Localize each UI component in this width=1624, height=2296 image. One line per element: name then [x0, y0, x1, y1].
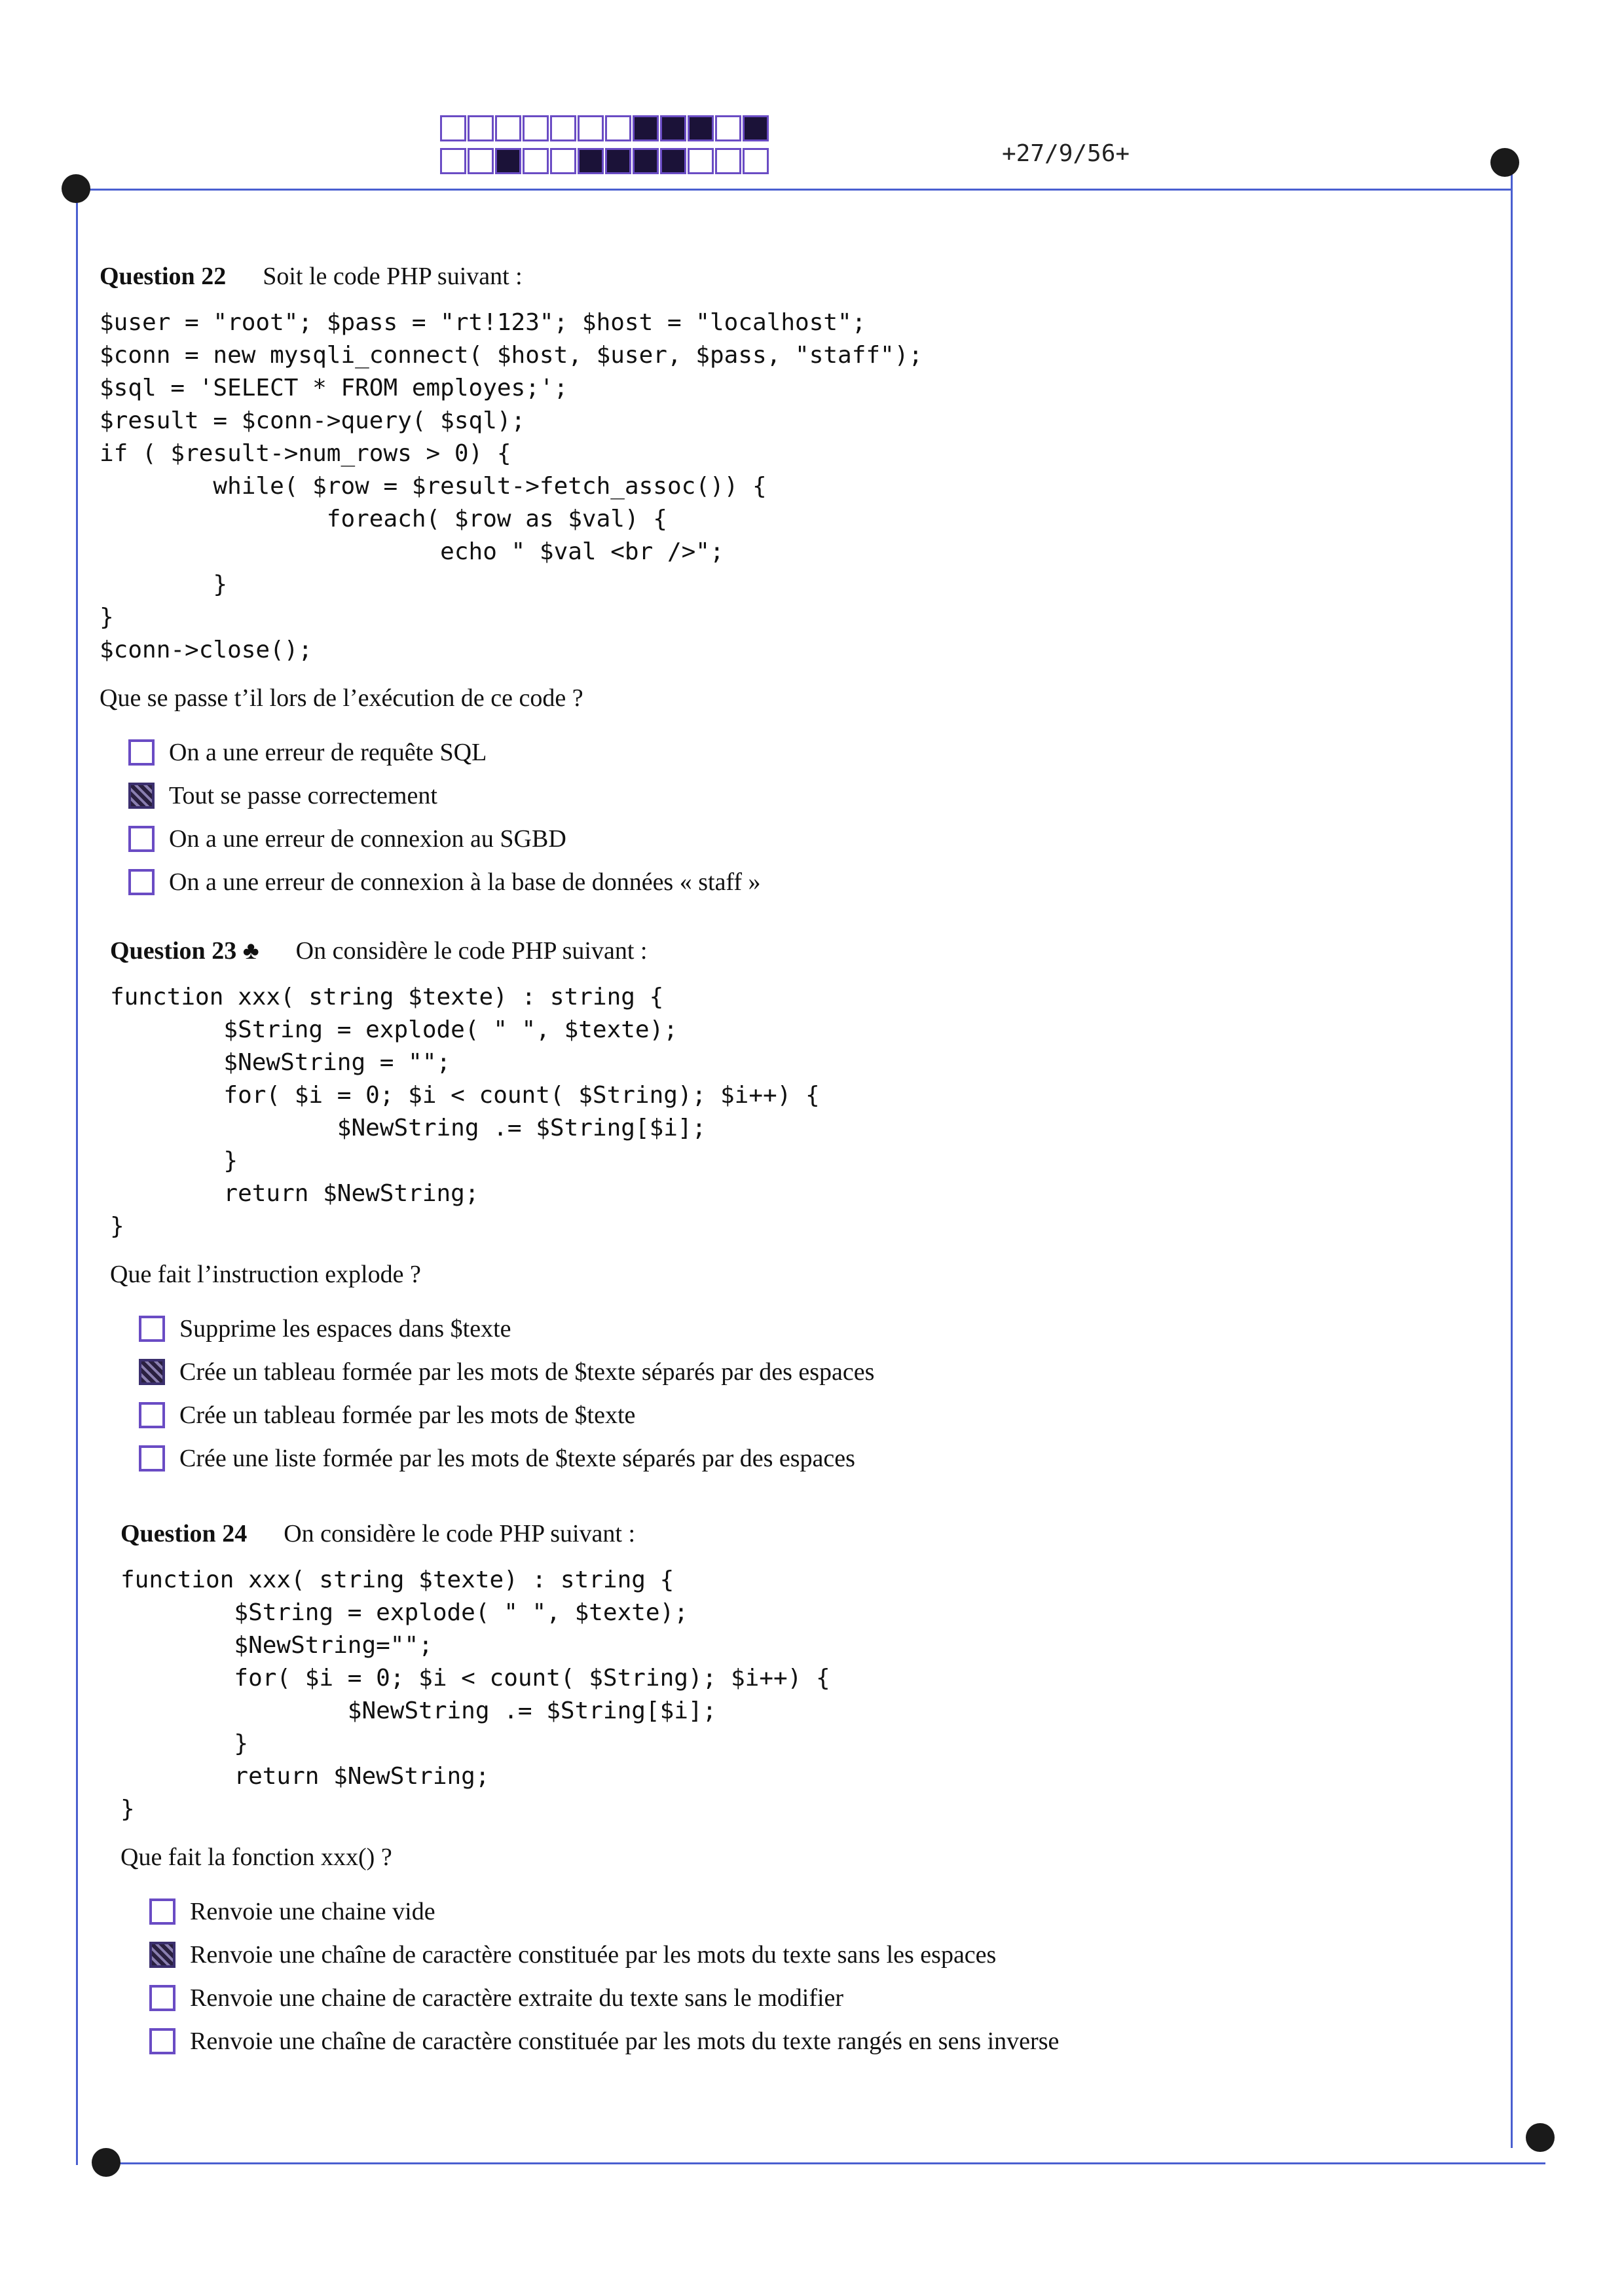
registration-mark-bottom-right — [1526, 2123, 1555, 2152]
id-box — [688, 115, 714, 141]
club-icon: ♣ — [242, 937, 259, 965]
checkbox[interactable] — [128, 826, 155, 852]
answer-choice[interactable] — [149, 1933, 1059, 1976]
id-box — [743, 115, 769, 141]
choice-label: Crée un tableau formée par les mots de $texte séparés par des espaces — [179, 1358, 875, 1386]
question-24 — [120, 1519, 1059, 2063]
answer-choice[interactable] — [139, 1437, 874, 1480]
page-code: +27/9/56+ — [1002, 140, 1130, 167]
id-box — [468, 148, 494, 174]
answer-choice[interactable] — [139, 1350, 874, 1394]
answer-choice[interactable] — [128, 774, 923, 817]
choice-label: Tout se passe correctement — [169, 782, 437, 809]
checkbox[interactable] — [128, 783, 155, 809]
id-box — [523, 115, 549, 141]
id-box — [633, 148, 659, 174]
question-intro: On considère le code PHP suivant : — [295, 937, 648, 965]
choice-label: On a une erreur de requête SQL — [169, 739, 487, 766]
answer-choice[interactable] — [128, 731, 923, 774]
answer-choice[interactable] — [149, 1976, 1059, 2020]
registration-mark-top-left — [62, 174, 90, 203]
id-box — [440, 115, 466, 141]
question-prompt: Que se passe t’il lors de l’exécution de ce code ? — [100, 684, 583, 712]
frame-right-line — [1511, 164, 1513, 2148]
student-id-boxes — [440, 115, 770, 181]
frame-bottom-line — [105, 2162, 1545, 2164]
question-number: Question 22 — [100, 263, 227, 290]
answer-choices — [149, 1890, 1059, 2063]
choice-label: Supprime les espaces dans $texte — [179, 1315, 511, 1342]
checkbox[interactable] — [139, 1359, 165, 1385]
id-box — [440, 148, 466, 174]
id-box — [578, 115, 604, 141]
question-header — [100, 262, 923, 291]
checkbox[interactable] — [149, 1898, 175, 1925]
choice-label: Renvoie une chaîne de caractère constituée par les mots du texte rangés en sens inverse — [190, 2028, 1060, 2055]
id-box — [495, 148, 521, 174]
id-box — [578, 148, 604, 174]
frame-top-line — [76, 189, 1513, 191]
answer-choice[interactable] — [139, 1394, 874, 1437]
choice-label: Renvoie une chaîne de caractère constituée par les mots du texte sans les espaces — [190, 1941, 997, 1969]
code-block: function xxx( string $texte) : string { $String = explode( " ", $texte); $NewString=""; for( $i = 0; $i < count( $String); $i++) { $NewString .= $String[$i]; } return $NewString; } — [120, 1566, 830, 1823]
id-box — [688, 148, 714, 174]
registration-mark-top-right — [1490, 148, 1519, 177]
id-box — [495, 115, 521, 141]
question-number: Question 24 — [120, 1520, 248, 1547]
id-box — [605, 148, 631, 174]
question-prompt: Que fait la fonction xxx() ? — [120, 1843, 392, 1871]
code-block: $user = "root"; $pass = "rt!123"; $host = "localhost"; $conn = new mysqli_connect( $host, $user, $pass, "staff"); $sql = 'SELECT * FROM employes;'; $result = $conn->query( $sql); if ( $result->num_rows > 0) { while( $row = $result->fetch_assoc()) { foreach( $row as $val) { echo " $val <br />"; } } $conn->close(); — [100, 309, 923, 663]
id-box — [743, 148, 769, 174]
checkbox[interactable] — [139, 1445, 165, 1472]
answer-choice[interactable] — [139, 1307, 874, 1350]
id-row — [440, 148, 770, 177]
checkbox[interactable] — [149, 1942, 175, 1968]
answer-choices — [128, 731, 923, 904]
checkbox[interactable] — [139, 1316, 165, 1342]
id-box — [660, 115, 686, 141]
id-box — [633, 115, 659, 141]
checkbox[interactable] — [149, 2028, 175, 2054]
question-22 — [100, 262, 923, 904]
answer-choice[interactable] — [128, 861, 923, 904]
choice-label: On a une erreur de connexion à la base de données « staff » — [169, 868, 761, 896]
answer-choices — [139, 1307, 874, 1480]
choice-label: On a une erreur de connexion au SGBD — [169, 825, 566, 853]
id-box — [660, 148, 686, 174]
id-row — [440, 115, 770, 144]
checkbox[interactable] — [149, 1985, 175, 2011]
id-box — [523, 148, 549, 174]
id-box — [715, 148, 741, 174]
code-block: function xxx( string $texte) : string { $String = explode( " ", $texte); $NewString = ""; for( $i = 0; $i < count( $String); $i++) { $NewString .= $String[$i]; } return $NewString; } — [110, 984, 820, 1240]
choice-label: Renvoie une chaine de caractère extraite du texte sans le modifier — [190, 1984, 844, 2012]
question-23 — [110, 936, 874, 1480]
answer-choice[interactable] — [149, 2020, 1059, 2063]
question-number: Question 23 ♣ — [110, 937, 259, 965]
question-prompt: Que fait l’instruction explode ? — [110, 1261, 421, 1288]
frame-left-line — [76, 189, 78, 2165]
id-box — [550, 115, 576, 141]
id-box — [715, 115, 741, 141]
id-box — [605, 115, 631, 141]
question-intro: On considère le code PHP suivant : — [284, 1520, 636, 1547]
checkbox[interactable] — [139, 1402, 165, 1428]
choice-label: Crée un tableau formée par les mots de $texte — [179, 1401, 636, 1429]
checkbox[interactable] — [128, 869, 155, 895]
answer-choice[interactable] — [128, 817, 923, 861]
id-box — [550, 148, 576, 174]
answer-choice[interactable] — [149, 1890, 1059, 1933]
question-header — [120, 1519, 1059, 1548]
registration-mark-bottom-left — [92, 2148, 120, 2177]
choice-label: Crée une liste formée par les mots de $texte séparés par des espaces — [179, 1445, 855, 1472]
checkbox[interactable] — [128, 739, 155, 766]
choice-label: Renvoie une chaine vide — [190, 1898, 435, 1925]
question-intro: Soit le code PHP suivant : — [263, 263, 523, 290]
id-box — [468, 115, 494, 141]
question-header — [110, 936, 874, 965]
